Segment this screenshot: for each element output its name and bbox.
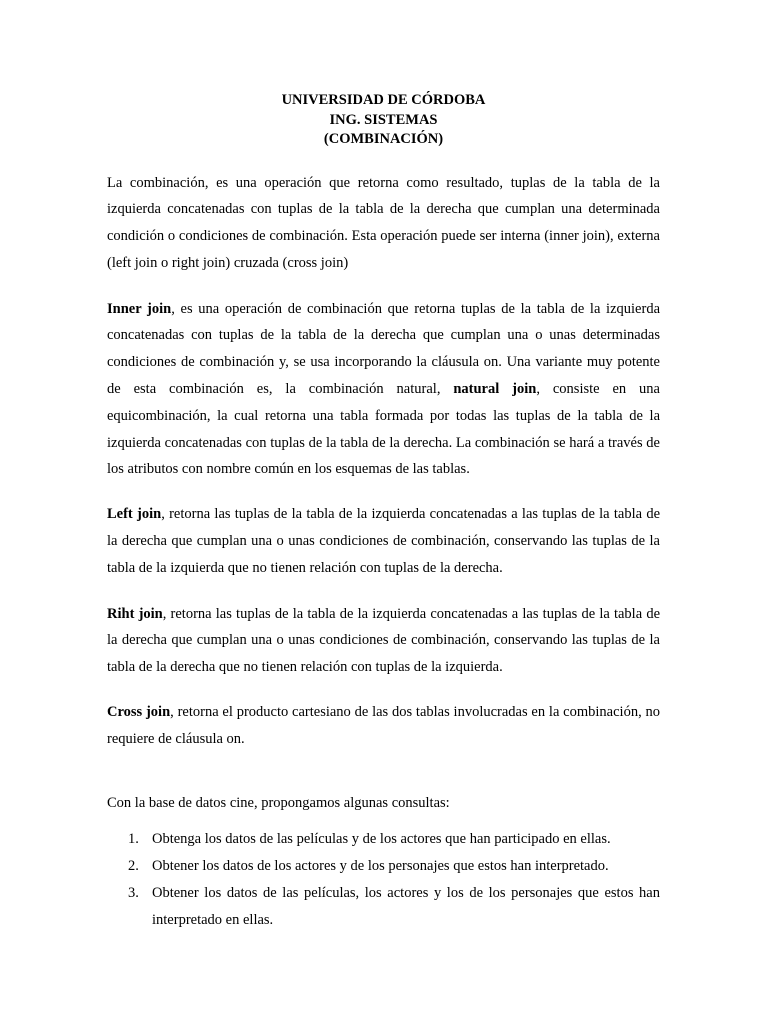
cross-join-term: Cross join [107, 704, 171, 721]
list-item-text: Obtener los datos de las películas, los actores y los de los personajes que estos han interpretado en ellas. [152, 885, 660, 928]
list-item-number: 3. [128, 885, 139, 902]
list-item-number: 2. [128, 858, 139, 875]
document-page [107, 91, 660, 934]
list-item [107, 853, 660, 880]
list-item-text: Obtener los datos de los actores y de los personajes que estos han interpretado. [152, 858, 609, 875]
left-join-text: , retorna las tuplas de la tabla de la izquierda concatenadas a las tuplas de la tabla de la derecha que cumplan una o unas condiciones de combinación, conservando las tuplas de la tabla de la izquierda que no tienen relación con tuplas de la derecha. [107, 506, 661, 576]
university-title: UNIVERSIDAD DE CÓRDOBA [281, 92, 486, 108]
list-item-number: 1. [128, 831, 139, 848]
list-item-text: Obtenga los datos de las películas y de los actores que han participado en ellas. [152, 831, 611, 848]
topic-title: (COMBINACIÓN) [323, 131, 444, 147]
inner-join-term: Inner join [107, 300, 172, 317]
inner-join-text-a: , es una operación de combinación que retorna tuplas de la tabla de la izquierda concatenadas con tuplas de la tabla de la derecha que cumplan una o unas determinadas condiciones de combinación y, se usa incorporando la cláusula on. Una variante muy potente de esta combinación es, la combinación natural, [107, 300, 661, 398]
inner-join-text-b: , consiste en una equicombinación, la cual retorna una tabla formada por todas las tuplas de la tabla de la izquierda concatenadas con tuplas de la tabla de la derecha. La combinación se hará a través de los atributos con nombre común en los esquemas de las tablas. [107, 381, 660, 478]
left-join-paragraph [107, 501, 660, 581]
queries-list [107, 826, 660, 933]
right-join-term: Riht join [107, 605, 163, 622]
list-item [107, 826, 660, 853]
cross-join-text: , retorna el producto cartesiano de las dos tablas involucradas en la combinación, no requiere de cláusula on. [107, 704, 660, 747]
right-join-text: , retorna las tuplas de la tabla de la izquierda concatenadas a las tuplas de la tabla de la derecha que cumplan una o unas condiciones de combinación, conservando las tuplas de la tabla de la derecha que no tienen relación con tuplas de la izquierda. [107, 605, 660, 676]
right-join-paragraph [107, 601, 660, 681]
left-join-term: Left join [107, 506, 162, 523]
cross-join-paragraph [107, 699, 660, 753]
natural-join-term: natural join [453, 381, 537, 398]
program-title: ING. SISTEMAS [329, 111, 438, 128]
intro-paragraph: La combinación, es una operación que retorna como resultado, tuplas de la tabla de la izquierda concatenadas con tuplas de la tabla de la derecha que cumplan una determinada condición o condiciones de combinación. Esta operación puede ser interna (inner join), externa (left join o right join) cruzada (cross join) [107, 174, 660, 271]
inner-join-paragraph [107, 296, 660, 484]
list-item [107, 880, 660, 934]
queries-intro: Con la base de datos cine, propongamos algunas consultas: [107, 794, 450, 811]
document-header [107, 91, 660, 150]
